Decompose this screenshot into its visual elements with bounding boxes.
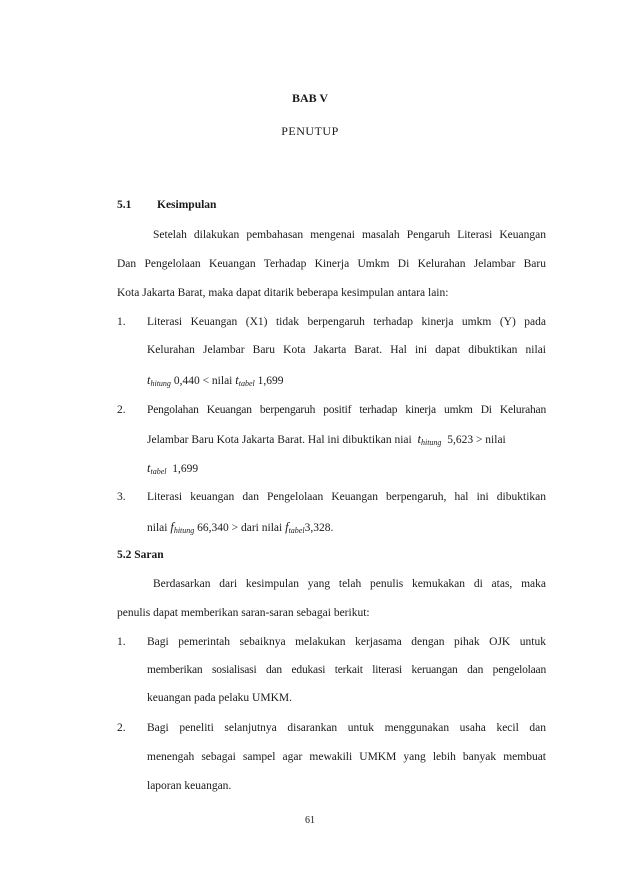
math-subscript: tabel xyxy=(288,526,305,535)
list-number: 2. xyxy=(117,404,126,416)
formula-line xyxy=(147,432,506,447)
formula-value: 3,328. xyxy=(304,522,334,534)
formula-value: 1,699 xyxy=(172,463,199,475)
list-number: 3. xyxy=(117,491,126,503)
paragraph-line: Dan Pengelolaan Keuangan Terhadap Kinerja Umkm Di Kelurahan Jelambar Baru xyxy=(117,258,546,270)
math-var: t xyxy=(235,373,239,387)
section-number: 5.1 xyxy=(117,199,132,211)
formula-value: 5,623 > nilai xyxy=(447,434,506,446)
math-subscript: hitung xyxy=(420,438,442,447)
list-item-line: Literasi keuangan dan Pengelolaan Keuangan berpengaruh, hal ini dibuktikan xyxy=(147,491,546,503)
list-item-text: nilai xyxy=(147,522,168,534)
paragraph-line: Setelah dilakukan pembahasan mengenai masalah Pengaruh Literasi Keuangan xyxy=(153,229,546,241)
section-title: Kesimpulan xyxy=(157,199,217,211)
list-item-text: Jelambar Baru Kota Jakarta Barat. Hal ini dibuktikan niai xyxy=(147,434,412,446)
math-subscript: hitung xyxy=(173,526,195,535)
page-number: 61 xyxy=(305,815,315,826)
paragraph-line: penulis dapat memberikan saran-saran sebagai berikut: xyxy=(117,607,370,619)
chapter-title: PENUTUP xyxy=(281,124,339,138)
math-var: t xyxy=(147,373,151,387)
math-var: t xyxy=(147,461,151,475)
formula-value: 66,340 > dari nilai xyxy=(197,522,283,534)
math-var: t xyxy=(417,432,421,446)
list-number: 1. xyxy=(117,316,126,328)
math-subscript: tabel xyxy=(238,379,255,388)
list-number: 1. xyxy=(117,636,126,648)
list-item-line: Kelurahan Jelambar Baru Kota Jakarta Barat. Hal ini dapat dibuktikan nilai xyxy=(147,344,546,356)
list-item-line: Literasi Keuangan (X1) tidak berpengaruh terhadap kinerja umkm (Y) pada xyxy=(147,316,546,328)
formula-line xyxy=(147,373,283,388)
paragraph-line: Berdasarkan dari kesimpulan yang telah penulis kemukakan di atas, maka xyxy=(153,578,546,590)
section-heading: 5.2 Saran xyxy=(117,549,164,561)
math-var: f xyxy=(285,520,289,534)
formula-value: 0,440 < nilai xyxy=(173,375,233,387)
math-var: f xyxy=(170,520,174,534)
list-item-line: Pengolahan Keuangan berpengaruh positif terhadap kinerja umkm Di Kelurahan xyxy=(147,404,546,416)
formula-value: 1,699 xyxy=(257,375,284,387)
list-item-line: Bagi peneliti selanjutnya disarankan untuk menggunakan usaha kecil dan xyxy=(147,722,546,734)
list-item-line: memberikan sosialisasi dan edukasi terkait literasi keruangan dan pengelolaan xyxy=(147,664,546,676)
list-item-line: Bagi pemerintah sebaiknya melakukan kerjasama dengan pihak OJK untuk xyxy=(147,636,546,648)
math-subscript: tabel xyxy=(150,467,167,476)
chapter-label: BAB V xyxy=(291,91,329,105)
formula-line xyxy=(147,520,333,535)
list-item-line: menengah sebagai sampel agar mewakili UMKM yang lebih banyak membuat xyxy=(147,751,546,763)
list-item-line: laporan keuangan. xyxy=(147,780,232,792)
list-number: 2. xyxy=(117,722,126,734)
math-subscript: hitung xyxy=(150,379,171,388)
formula-line xyxy=(147,461,198,476)
list-item-line: keuangan pada pelaku UMKM. xyxy=(147,692,292,704)
paragraph-line: Kota Jakarta Barat, maka dapat ditarik beberapa kesimpulan antara lain: xyxy=(117,287,449,299)
